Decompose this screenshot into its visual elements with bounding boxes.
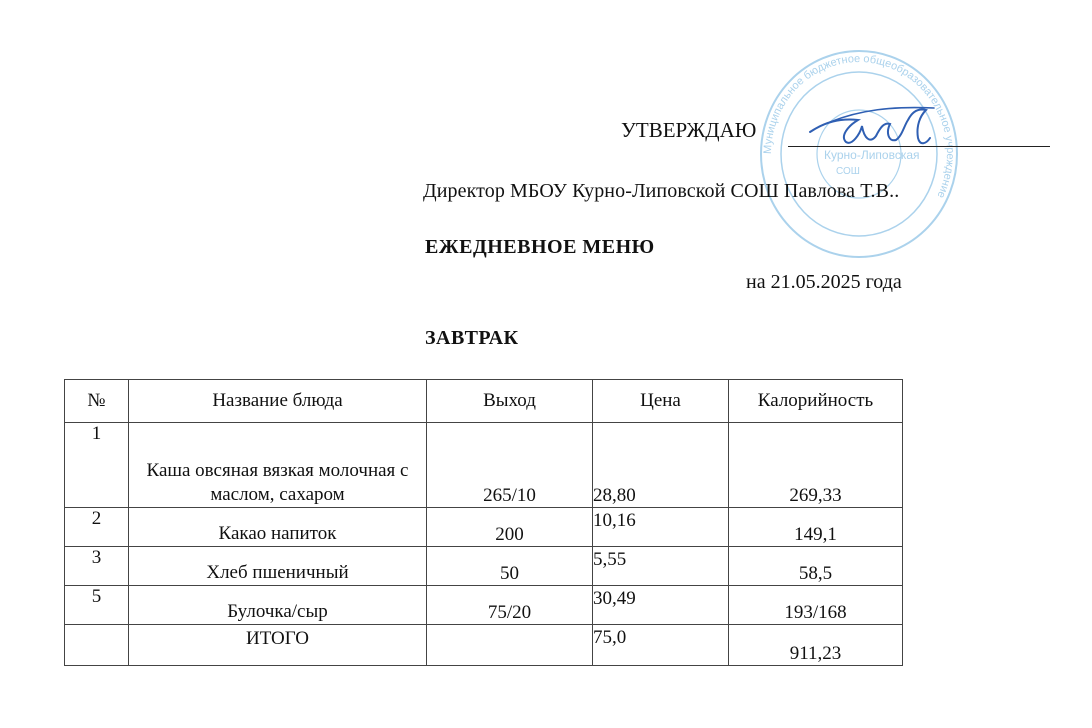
- meal-title: ЗАВТРАК: [425, 327, 519, 349]
- table-row: [65, 423, 903, 508]
- header-price: Цена: [593, 380, 729, 423]
- cell-price: 10,16: [593, 508, 729, 547]
- cell-output: 50: [427, 547, 593, 586]
- total-label: ИТОГО: [129, 625, 427, 666]
- cell-output: 265/10: [427, 423, 593, 508]
- cell-name: Какао напиток: [129, 508, 427, 547]
- table-total-row: [65, 625, 903, 666]
- svg-text:СОШ: СОШ: [836, 166, 860, 177]
- menu-table: [64, 379, 903, 666]
- svg-text:Муниципальное бюджетное общеоб: Муниципальное бюджетное общеобразовательное учреждение: [761, 52, 957, 200]
- cell-output: 200: [427, 508, 593, 547]
- approve-label: УТВЕРЖДАЮ: [621, 118, 757, 142]
- header-output: Выход: [427, 380, 593, 423]
- cell-empty: [65, 625, 129, 666]
- cell-num: 2: [65, 508, 129, 547]
- cell-output: 75/20: [427, 586, 593, 625]
- table-row: [65, 508, 903, 547]
- table-row: [65, 547, 903, 586]
- cell-calories: 149,1: [729, 508, 903, 547]
- svg-text:Курно-Липовская: Курно-Липовская: [824, 148, 920, 162]
- cell-name: Булочка/сыр: [129, 586, 427, 625]
- cell-num: 3: [65, 547, 129, 586]
- cell-calories: 193/168: [729, 586, 903, 625]
- cell-name: Каша овсяная вязкая молочная с маслом, сахаром: [129, 423, 427, 508]
- cell-price: 30,49: [593, 586, 729, 625]
- header-num: №: [65, 380, 129, 423]
- table-row: [65, 586, 903, 625]
- cell-calories: 58,5: [729, 547, 903, 586]
- cell-calories: 269,33: [729, 423, 903, 508]
- cell-price: 28,80: [593, 423, 729, 508]
- cell-num: 5: [65, 586, 129, 625]
- menu-title: ЕЖЕДНЕВНОЕ МЕНЮ: [425, 236, 655, 258]
- cell-num: 1: [65, 423, 129, 508]
- total-calories: 911,23: [729, 625, 903, 666]
- cell-name: Хлеб пшеничный: [129, 547, 427, 586]
- cell-price: 5,55: [593, 547, 729, 586]
- menu-date: на 21.05.2025 года: [746, 271, 902, 293]
- director-line: Директор МБОУ Курно-Липовской СОШ Павлова Т.В..: [423, 180, 900, 202]
- total-price: 75,0: [593, 625, 729, 666]
- cell-empty: [427, 625, 593, 666]
- table-header-row: [65, 380, 903, 423]
- header-calories: Калорийность: [729, 380, 903, 423]
- header-name: Название блюда: [129, 380, 427, 423]
- signature-line: [788, 146, 1050, 147]
